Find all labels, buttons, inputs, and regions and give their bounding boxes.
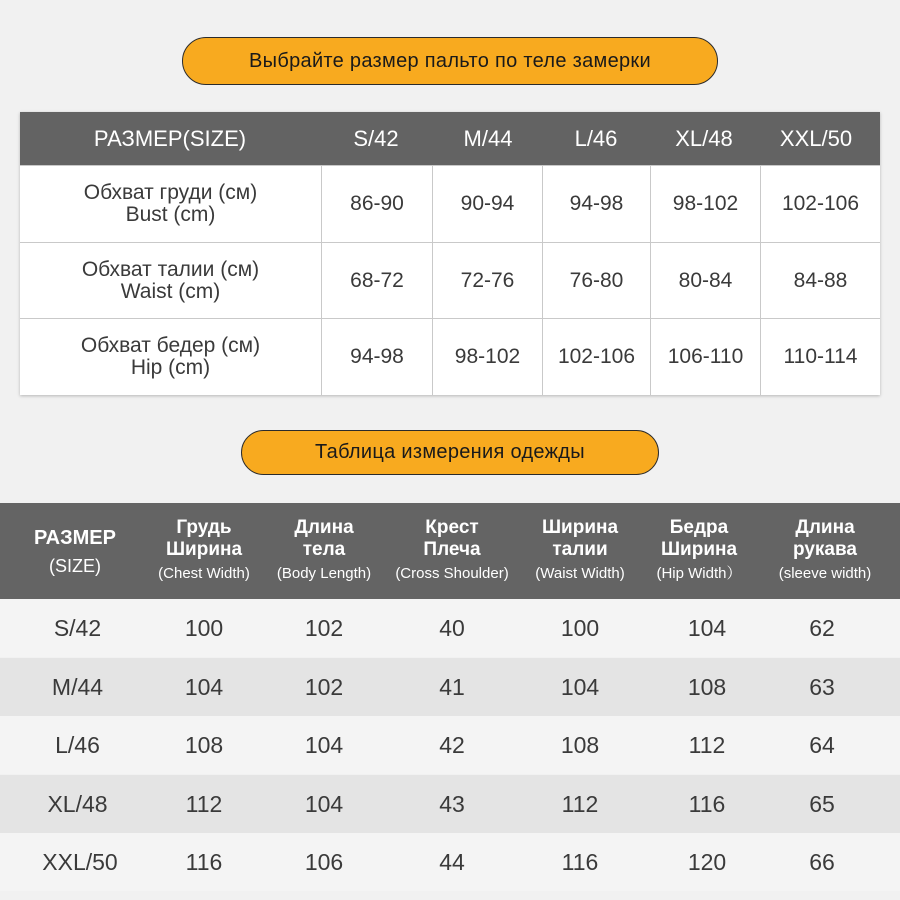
column-header-en: (sleeve width) — [778, 565, 872, 582]
column-header-en: (Cross Shoulder) — [395, 565, 509, 582]
size-col-l: L/46 — [574, 125, 618, 151]
table-cell: 106 — [304, 848, 344, 875]
table-cell: 64 — [809, 731, 835, 758]
table-cell: 110-114 — [760, 319, 880, 395]
table-cell: 102 — [304, 673, 344, 700]
table-cell: 112 — [688, 731, 726, 758]
row-label-ru: Обхват талии (см) — [81, 258, 260, 281]
table-cell: 102-106 — [542, 319, 650, 395]
column-header-en: (Waist Width) — [535, 565, 625, 582]
size-header-en: (SIZE) — [49, 556, 101, 576]
table-cell: 98-102 — [432, 319, 542, 395]
column-header — [145, 503, 263, 599]
column-header-line1: Ширина — [541, 517, 619, 538]
row-label-ru: Обхват груди (см) — [83, 181, 258, 204]
size-col-m: M/44 — [463, 125, 513, 151]
table-row — [0, 716, 900, 774]
table-cell: 41 — [439, 673, 465, 700]
table-cell: 112 — [561, 790, 599, 817]
table-cell: 104 — [304, 790, 344, 817]
size-col-s: S/42 — [353, 125, 399, 151]
table-row — [0, 658, 900, 716]
table-cell: 40 — [439, 614, 465, 641]
table-row — [20, 318, 880, 394]
column-header-line2: рукава — [793, 539, 857, 560]
table-row — [0, 833, 900, 891]
table-cell: 116 — [561, 848, 599, 875]
column-header — [385, 503, 519, 599]
column-header-line2: тела — [302, 539, 346, 560]
row-label — [20, 319, 321, 395]
table-cell: 116 — [688, 790, 726, 817]
table-row — [20, 242, 880, 318]
column-header-line1: Бедра — [669, 517, 729, 538]
table-cell: 108 — [687, 673, 727, 700]
table-cell: 98-102 — [650, 166, 760, 242]
column-header-en: (Chest Width) — [158, 565, 250, 582]
row-label-ru: Обхват бедер (см) — [80, 334, 261, 357]
column-header-line2: Ширина — [165, 539, 243, 560]
column-header-line1: Крест — [425, 517, 479, 538]
table-cell: 102 — [304, 614, 344, 641]
size-col-xxl: XXL/50 — [779, 125, 853, 151]
body-table-header — [20, 112, 880, 165]
size-header — [20, 112, 320, 165]
table-cell: 120 — [687, 848, 727, 875]
size-cell: L/46 — [55, 731, 100, 758]
row-label-en: Bust (cm) — [125, 203, 216, 226]
column-header-line2: Ширина — [660, 539, 738, 560]
column-header — [757, 503, 893, 599]
table-cell: 72-76 — [432, 243, 542, 319]
column-header — [641, 503, 757, 599]
row-label-en: Hip (cm) — [130, 356, 211, 379]
table-row — [0, 775, 900, 833]
column-header — [263, 503, 385, 599]
table-cell: 84-88 — [760, 243, 880, 319]
size-header-ru: РАЗМЕР — [93, 125, 183, 151]
column-header — [519, 503, 641, 599]
garment-table-header — [0, 503, 900, 599]
size-col-xl: XL/48 — [675, 125, 733, 151]
table-row — [20, 165, 880, 241]
table-cell: 76-80 — [542, 243, 650, 319]
table-cell: 63 — [809, 673, 835, 700]
column-header-line1: Длина — [795, 517, 855, 538]
row-label — [20, 166, 321, 242]
table-cell: 106-110 — [650, 319, 760, 395]
column-header-en: (Hip Width） — [656, 565, 742, 582]
size-cell: S/42 — [53, 614, 102, 641]
table-cell: 68-72 — [321, 243, 432, 319]
table-cell: 90-94 — [432, 166, 542, 242]
table-cell: 94-98 — [321, 319, 432, 395]
size-header — [0, 503, 150, 599]
table-cell: 104 — [304, 731, 344, 758]
column-header-line2: Плеча — [423, 539, 481, 560]
table-cell: 100 — [560, 614, 600, 641]
size-cell: M/44 — [51, 673, 104, 700]
table-cell: 104 — [184, 673, 224, 700]
table-cell: 66 — [809, 848, 835, 875]
column-header-line2: талии — [552, 539, 608, 560]
table-cell: 42 — [439, 731, 465, 758]
column-header-line1: Длина — [294, 517, 354, 538]
table-cell: 100 — [184, 614, 224, 641]
table-cell: 62 — [809, 614, 835, 641]
table-cell: 116 — [185, 848, 223, 875]
size-cell: XXL/50 — [42, 848, 118, 875]
body-measurement-table — [20, 112, 880, 395]
column-header-en: (Body Length) — [276, 565, 372, 582]
table-row — [0, 599, 900, 657]
size-header-en: (SIZE) — [182, 125, 247, 151]
table-cell: 94-98 — [542, 166, 650, 242]
table-cell: 44 — [439, 848, 465, 875]
table-cell: 112 — [185, 790, 223, 817]
coat-size-banner: Выбрайте размер пальто по теле замерки — [182, 37, 718, 85]
table-cell: 104 — [560, 673, 600, 700]
table-cell: 108 — [560, 731, 600, 758]
table-cell: 86-90 — [321, 166, 432, 242]
table-cell: 108 — [184, 731, 224, 758]
table-cell: 80-84 — [650, 243, 760, 319]
size-header-ru: РАЗМЕР — [34, 527, 116, 549]
row-label — [20, 243, 321, 319]
size-cell: XL/48 — [47, 790, 108, 817]
table-cell: 104 — [687, 614, 727, 641]
garment-measurement-banner: Таблица измерения одежды — [241, 430, 659, 475]
column-header-line1: Грудь — [176, 517, 232, 538]
table-cell: 43 — [439, 790, 465, 817]
row-label-en: Waist (cm) — [120, 280, 221, 303]
table-cell: 65 — [809, 790, 835, 817]
table-cell: 102-106 — [760, 166, 880, 242]
